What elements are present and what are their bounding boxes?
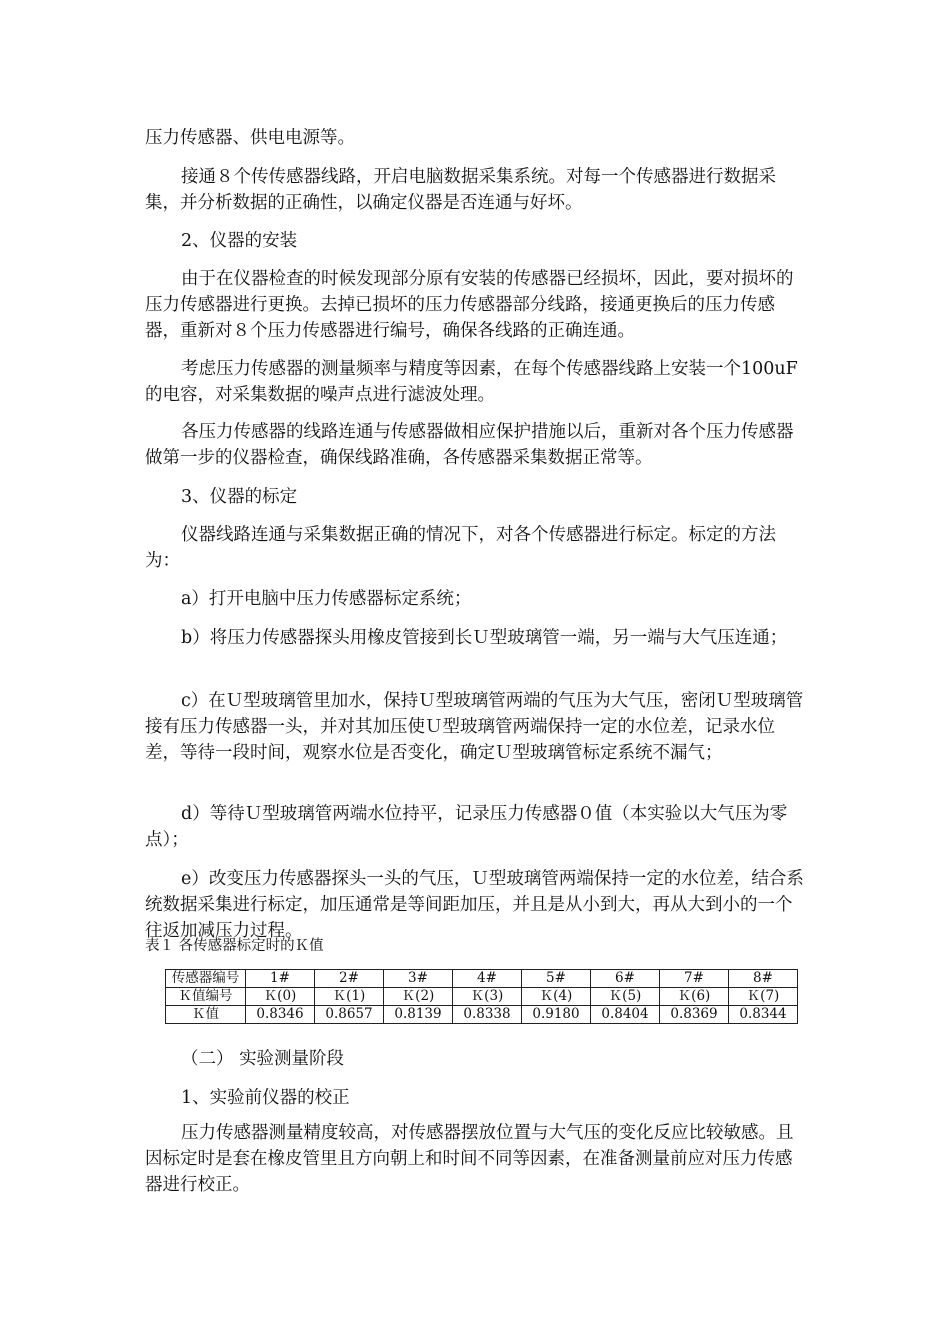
table-header-cell: 传感器编号 [166, 970, 246, 988]
table-cell: Ｋ(1) [315, 988, 384, 1006]
list-item: e）改变压力传感器探头一头的气压，Ｕ型玻璃管两端保持一定的水位差，结合系统数据采集进行标定，加压通常是等间距加压，并且是从小到大，再从大到小的一个往返加减压力过程。 [145, 869, 804, 941]
table-cell: Ｋ(0) [246, 988, 315, 1006]
list-item: b）将压力传感器探头用橡皮管接到长Ｕ型玻璃管一端，另一端与大气压连通； [181, 628, 788, 648]
list-item: a）打开电脑中压力传感器标定系统； [181, 589, 472, 609]
table-cell: 0.9180 [522, 1006, 591, 1024]
table-header-cell: 1# [246, 970, 315, 988]
table-cell: Ｋ(4) [522, 988, 591, 1006]
paragraph: 压力传感器、供电电源等。 [145, 128, 355, 148]
paragraph: 压力传感器测量精度较高，对传感器摆放位置与大气压的变化反应比较敏感。且因标定时是套在橡皮管里且方向朝上和时间不同等因素，在准备测量前应对压力传感器进行校正。 [145, 1123, 794, 1195]
paragraph: 各压力传感器的线路连通与传感器做相应保护措施以后，重新对各个压力传感器做第一步的仪器检查，确保线路准确，各传感器采集数据正常等。 [145, 422, 794, 468]
paragraph: 由于在仪器检查的时候发现部分原有安装的传感器已经损坏，因此，要对损坏的压力传感器进行更换。去掉已损坏的压力传感器部分线路，接通更换后的压力传感器，重新对８个压力传感器进行编号，确保各线路的正确连通。 [145, 269, 794, 341]
section-heading: 3、仪器的标定 [181, 487, 298, 507]
table-header-cell: 5# [522, 970, 591, 988]
table-cell: Ｋ值 [166, 1006, 246, 1024]
table-cell: 0.8338 [453, 1006, 522, 1024]
paragraph: 接通８个传传感器线路，开启电脑数据采集系统。对每一个传感器进行数据采集，并分析数据的正确性，以确定仪器是否连通与好坏。 [145, 167, 776, 213]
table-cell: Ｋ(5) [591, 988, 660, 1006]
table-header-cell: 8# [729, 970, 798, 988]
table-cell: 0.8346 [246, 1006, 315, 1024]
table-row [166, 988, 798, 1006]
table-cell: 0.8657 [315, 1006, 384, 1024]
table-row [166, 1006, 798, 1024]
table-header-cell: 6# [591, 970, 660, 988]
section-heading: 1、实验前仪器的校正 [181, 1088, 350, 1108]
table-header-cell: 7# [660, 970, 729, 988]
table-cell: Ｋ(2) [384, 988, 453, 1006]
list-item: d）等待Ｕ型玻璃管两端水位持平，记录压力传感器０值（本实验以大气压为零点）； [145, 804, 788, 850]
table-header-cell: 2# [315, 970, 384, 988]
table-caption: 表１ 各传感器标定时的Ｋ值 [145, 938, 324, 954]
table-cell: Ｋ(6) [660, 988, 729, 1006]
list-item: c）在Ｕ型玻璃管里加水，保持Ｕ型玻璃管两端的气压为大气压，密闭Ｕ型玻璃管接有压力传感器一头，并对其加压使Ｕ型玻璃管两端保持一定的水位差，记录水位差，等待一段时间，观察水位是否变化，确定Ｕ型玻璃管标定系统不漏气； [145, 691, 804, 763]
table-cell: Ｋ值编号 [166, 988, 246, 1006]
section-heading: 2、仪器的安装 [181, 231, 298, 251]
table-header-row [166, 970, 798, 988]
table-cell: Ｋ(7) [729, 988, 798, 1006]
table-cell: 0.8139 [384, 1006, 453, 1024]
paragraph: 仪器线路连通与采集数据正确的情况下，对各个传感器进行标定。标定的方法为： [145, 525, 776, 571]
section-heading: （二） 实验测量阶段 [181, 1049, 345, 1069]
table-cell: 0.8404 [591, 1006, 660, 1024]
table-cell: 0.8369 [660, 1006, 729, 1024]
k-value-table [165, 969, 798, 1024]
table-header-cell: 4# [453, 970, 522, 988]
paragraph: 考虑压力传感器的测量频率与精度等因素，在每个传感器线路上安装一个100uF的电容，对采集数据的噪声点进行滤波处理。 [145, 359, 798, 405]
table-header-cell: 3# [384, 970, 453, 988]
table-cell: 0.8344 [729, 1006, 798, 1024]
table-cell: Ｋ(3) [453, 988, 522, 1006]
